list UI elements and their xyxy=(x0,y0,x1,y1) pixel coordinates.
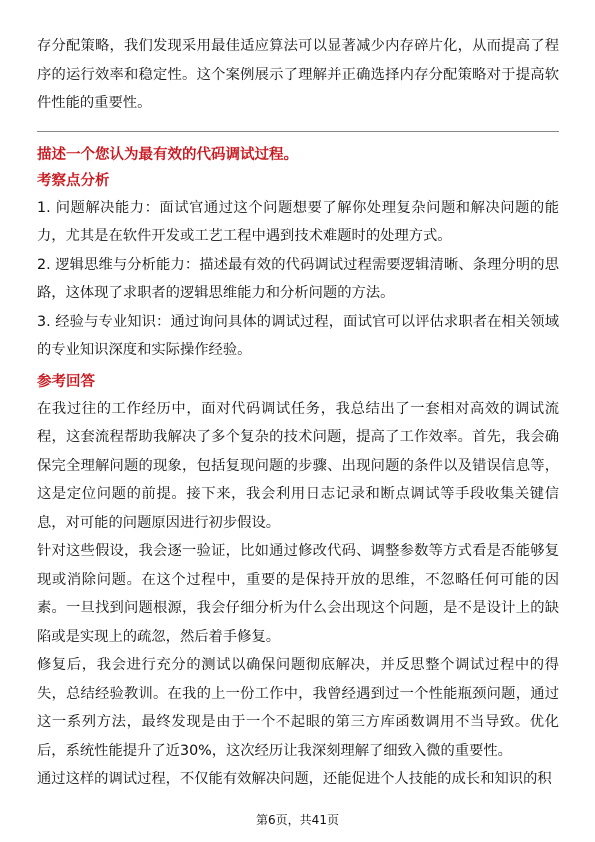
question-title: 描述一个您认为最有效的代码调试过程。 xyxy=(37,146,298,163)
analysis-list xyxy=(37,194,559,365)
analysis-item: 1. 问题解决能力：面试官通过这个问题想要了解你处理复杂问题和解决问题的能力，尤其是在软件开发或工艺工程中遇到技术难题时的处理方式。 xyxy=(37,199,559,244)
divider xyxy=(37,131,559,132)
answer-heading: 参考回答 xyxy=(37,373,95,390)
answer-body xyxy=(37,395,559,794)
analysis-item: 3. 经验与专业知识：通过询问具体的调试过程，面试官可以评估求职者在相关领域的专业知识深度和实际操作经验。 xyxy=(37,313,559,358)
intro-paragraph: 存分配策略，我们发现采用最佳适应算法可以显著减少内存碎片化，从而提高了程序的运行效率和稳定性。这个案例展示了理解并正确选择内存分配策略对于提高软件性能的重要性。 xyxy=(37,38,559,111)
page-number: 第6页，共41页 xyxy=(256,813,339,827)
answer-paragraph: 修复后，我会进行充分的测试以确保问题彻底解决，并反思整个调试过程中的得失，总结经验教训。在我的上一份工作中，我曾经遇到过一个性能瓶颈问题，通过这一系列方法，最终发现是由于一个不起眼的第三方库函数调用不当导致。优化后，系统性能提升了近30%，这次经历让我深刻理解了细致入微的重要性。 xyxy=(37,657,559,759)
page-content xyxy=(37,32,559,794)
analysis-item: 2. 逻辑思维与分析能力：描述最有效的代码调试过程需要逻辑清晰、条理分明的思路，这体现了求职者的逻辑思维能力和分析问题的方法。 xyxy=(37,256,559,301)
answer-paragraph: 针对这些假设，我会逐一验证，比如通过修改代码、调整参数等方式看是否能够复现或消除问题。在这个过程中，重要的是保持开放的思维，不忽略任何可能的因素。一旦找到问题根源，我会仔细分析为什么会出现这个问题，是不是设计上的缺陷或是实现上的疏忽，然后着手修复。 xyxy=(37,543,559,645)
answer-paragraph: 通过这样的调试过程，不仅能有效解决问题，还能促进个人技能的成长和知识的积 xyxy=(37,771,552,787)
analysis-heading: 考察点分析 xyxy=(37,172,110,189)
answer-paragraph: 在我过往的工作经历中，面对代码调试任务，我总结出了一套相对高效的调试流程，这套流程帮助我解决了多个复杂的技术问题，提高了工作效率。首先，我会确保完全理解问题的现象，包括复现问题的步骤、出现问题的条件以及错误信息等，这是定位问题的前提。接下来，我会利用日志记录和断点调试等手段收集关键信息，对可能的问题原因进行初步假设。 xyxy=(37,400,559,531)
